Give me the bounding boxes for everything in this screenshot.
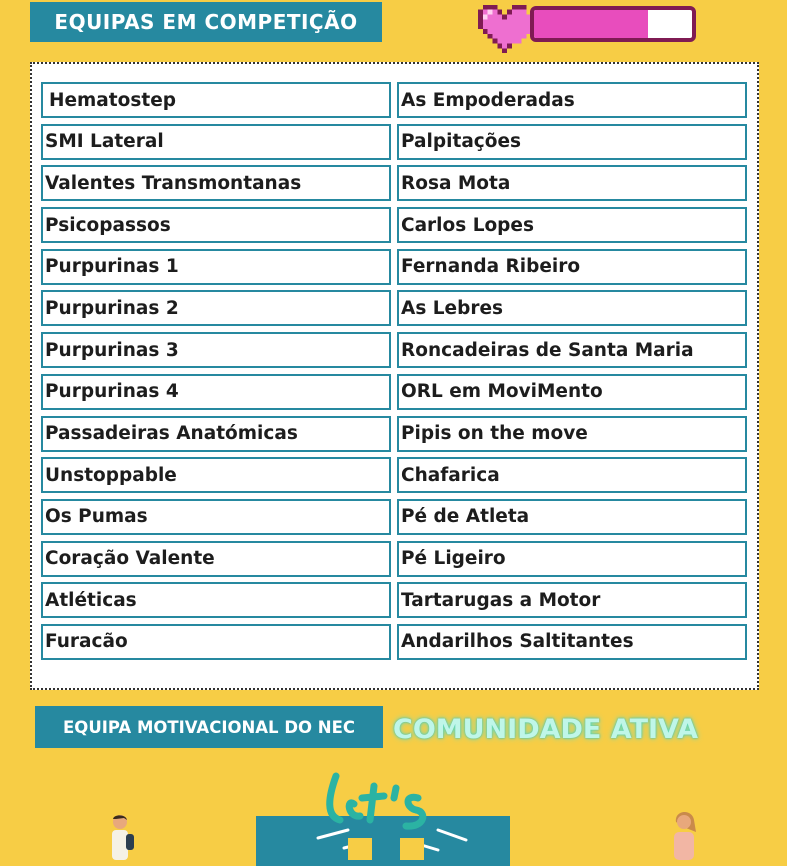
- team-cell: Pipis on the move: [397, 416, 747, 452]
- team-cell: Furacão: [41, 624, 391, 660]
- progress-bar: [530, 6, 696, 42]
- team-cell: Passadeiras Anatómicas: [41, 416, 391, 452]
- team-cell: Coração Valente: [41, 541, 391, 577]
- motivational-team-label: EQUIPA MOTIVACIONAL DO NEC: [35, 706, 383, 748]
- team-cell: Carlos Lopes: [397, 207, 747, 243]
- team-cell: Roncadeiras de Santa Maria: [397, 332, 747, 368]
- team-cell: Atléticas: [41, 582, 391, 618]
- team-cell: Rosa Mota: [397, 165, 747, 201]
- lets-go-logo-graphic: [288, 768, 488, 860]
- teams-panel: [30, 62, 759, 690]
- team-cell: Valentes Transmontanas: [41, 165, 391, 201]
- team-cell: SMI Lateral: [41, 124, 391, 160]
- team-cell: Psicopassos: [41, 207, 391, 243]
- team-cell: Purpurinas 4: [41, 374, 391, 410]
- team-cell: Tartarugas a Motor: [397, 582, 747, 618]
- team-cell: Andarilhos Saltitantes: [397, 624, 747, 660]
- team-cell: ORL em MoviMento: [397, 374, 747, 410]
- teams-column-right: [397, 82, 747, 666]
- team-cell: Fernanda Ribeiro: [397, 249, 747, 285]
- team-cell: Chafarica: [397, 457, 747, 493]
- section-title: EQUIPAS EM COMPETIÇÃO: [30, 2, 382, 42]
- team-cell: Purpurinas 2: [41, 290, 391, 326]
- pixel-heart-icon: [478, 0, 536, 58]
- walking-woman-figure: [666, 808, 704, 860]
- walking-man-figure: [104, 812, 144, 860]
- teams-column-left: [41, 82, 391, 666]
- progress-bar-fill: [534, 10, 648, 38]
- team-cell: As Lebres: [397, 290, 747, 326]
- team-cell: Pé Ligeiro: [397, 541, 747, 577]
- team-cell: Unstoppable: [41, 457, 391, 493]
- team-cell: Palpitações: [397, 124, 747, 160]
- team-cell: Os Pumas: [41, 499, 391, 535]
- team-cell: Hematostep: [41, 82, 391, 118]
- team-cell: As Empoderadas: [397, 82, 747, 118]
- team-cell: Pé de Atleta: [397, 499, 747, 535]
- team-cell: Purpurinas 1: [41, 249, 391, 285]
- motivational-team-name: COMUNIDADE ATIVA: [393, 713, 698, 745]
- team-cell: Purpurinas 3: [41, 332, 391, 368]
